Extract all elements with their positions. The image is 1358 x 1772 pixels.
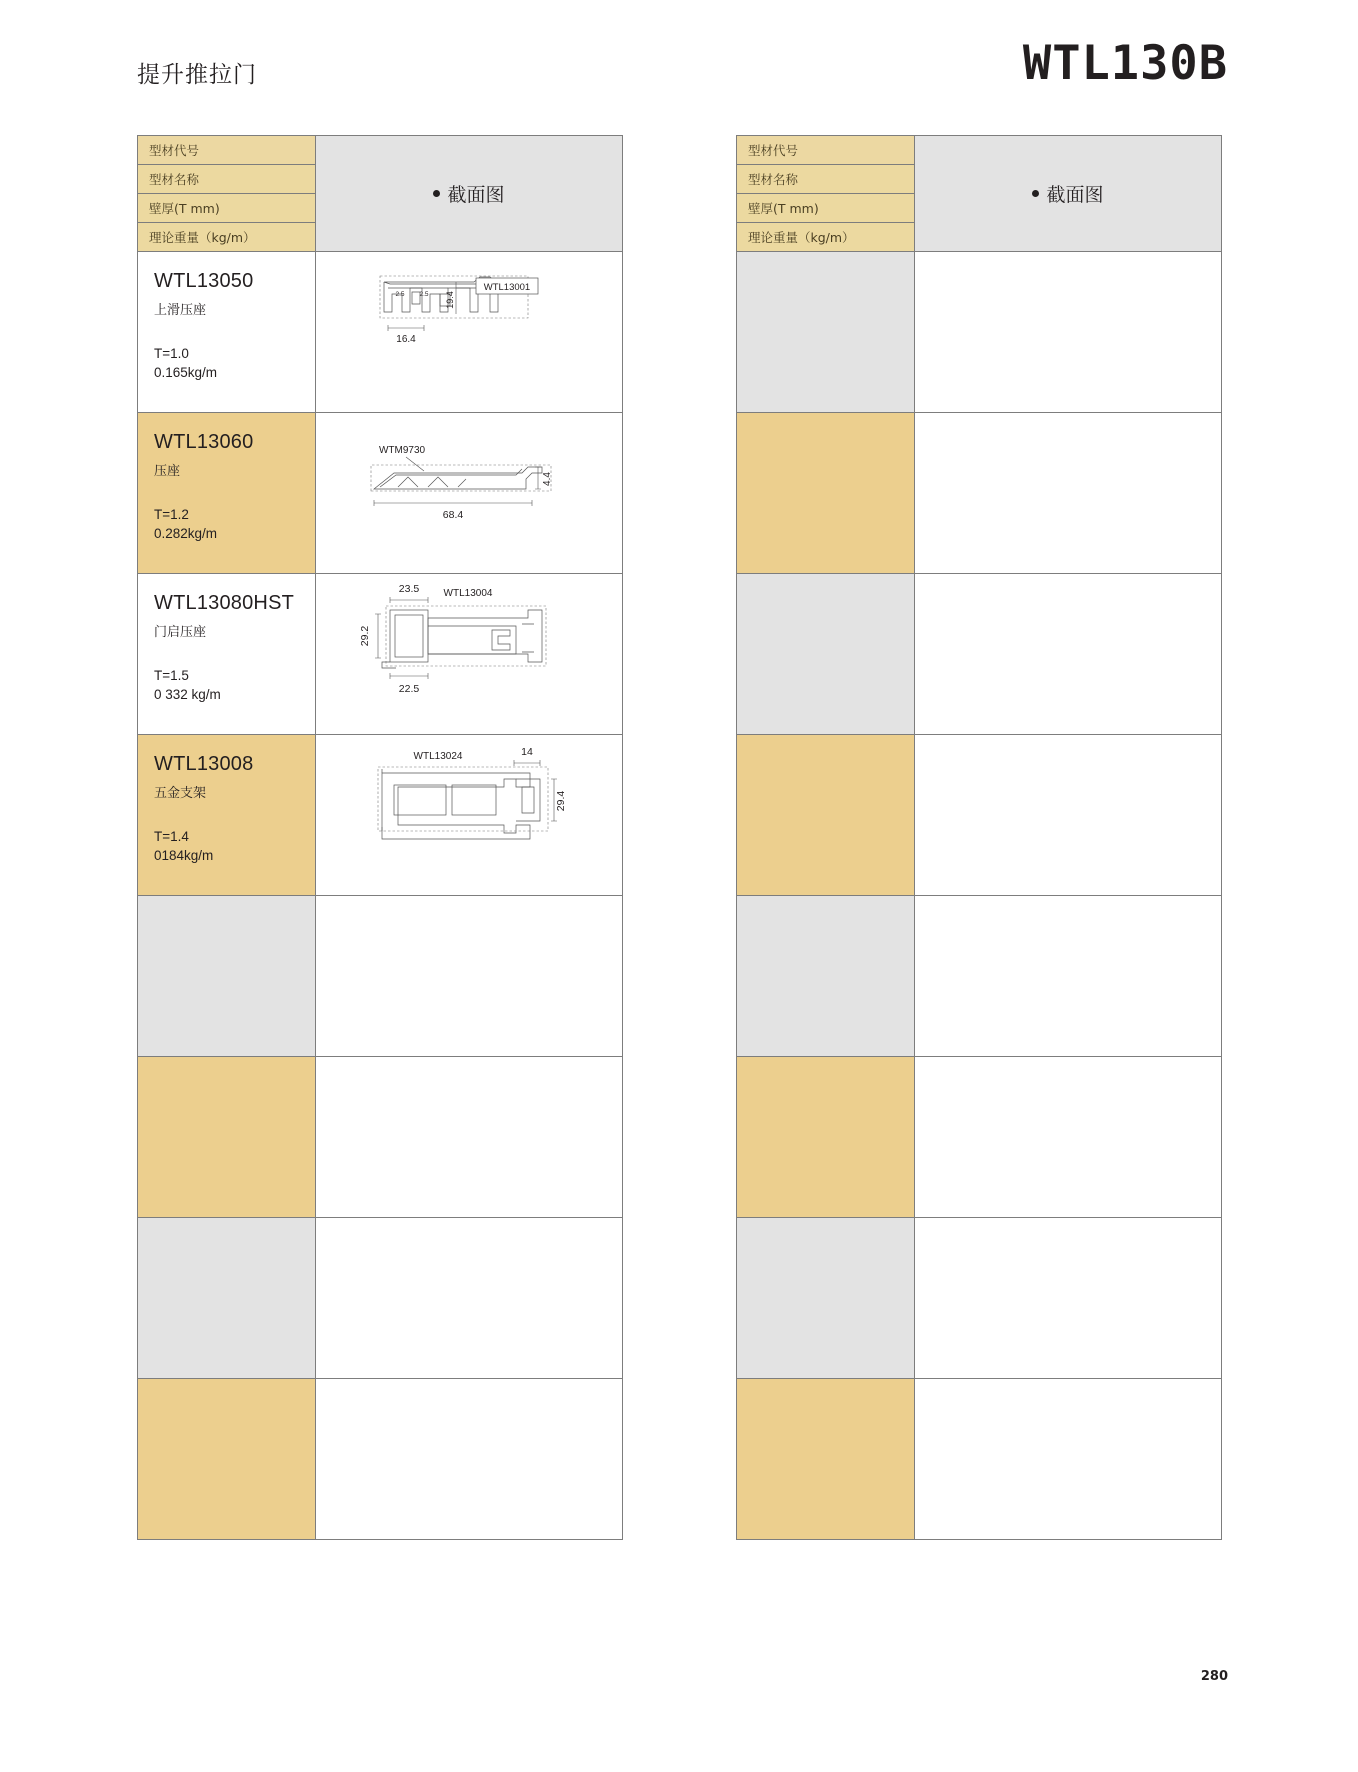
profile-drawing-cell: [915, 1057, 1222, 1218]
profile-thickness: T=1.2: [154, 507, 189, 522]
profile-info-cell: [138, 1057, 316, 1218]
header-cell-name: 型材名称: [737, 165, 915, 194]
table-row: [737, 252, 1222, 413]
profile-info-cell: [138, 1218, 316, 1379]
table-row: [138, 1057, 623, 1218]
table-row: [737, 1057, 1222, 1218]
profile-info-cell: [737, 735, 915, 896]
header-cell-code: 型材代号: [138, 136, 316, 165]
profile-drawing-cell: [316, 1057, 623, 1218]
drawing-dim: 2.5: [395, 291, 405, 298]
table-header-row: [737, 136, 1222, 165]
profile-drawing-cell: [915, 413, 1222, 574]
drawing-part-label: WTM9730: [378, 445, 426, 456]
profile-code: WTL13008: [154, 753, 254, 775]
profile-info-cell: [138, 574, 316, 735]
table-row: [138, 1218, 623, 1379]
header-cell-thickness: 壁厚(T mm): [737, 194, 915, 223]
cross-section-drawing: [316, 735, 622, 877]
page-header: [137, 36, 1228, 106]
cross-section-drawing: [316, 413, 622, 555]
header-cell-code: 型材代号: [737, 136, 915, 165]
profile-drawing-cell: [316, 896, 623, 1057]
profile-drawing-cell: [915, 252, 1222, 413]
header-drawing-label: 截面图: [447, 184, 505, 206]
profile-info-cell: [138, 735, 316, 896]
drawing-dim: 4.4: [542, 472, 553, 486]
profile-info-cell: [138, 1379, 316, 1540]
profile-drawing-cell: [915, 1218, 1222, 1379]
header-cell-drawing: [316, 136, 623, 252]
profile-weight: 0.282kg/m: [154, 526, 218, 541]
profile-drawing-cell: [915, 896, 1222, 1057]
profile-info-cell: [737, 252, 915, 413]
drawing-part-label: WTL13004: [443, 588, 493, 599]
table-row: [737, 413, 1222, 574]
table-row: [138, 252, 623, 413]
profile-info-cell: [138, 413, 316, 574]
profile-name: 压座: [154, 464, 181, 479]
profile-info-cell: [737, 574, 915, 735]
table-row: [737, 735, 1222, 896]
header-drawing-label: 截面图: [1046, 184, 1104, 206]
table-row: [138, 735, 623, 896]
header-cell-name: 型材名称: [138, 165, 316, 194]
profile-thickness: T=1.0: [154, 346, 189, 361]
cross-section-drawing: [316, 574, 622, 716]
table-row: [737, 896, 1222, 1057]
cross-section-drawing: [316, 252, 622, 394]
profile-info-cell: [737, 1057, 915, 1218]
profile-drawing-cell: [915, 574, 1222, 735]
profile-info-cell: [737, 1218, 915, 1379]
profile-name: 上滑压座: [154, 303, 207, 318]
profile-drawing-cell: [316, 252, 623, 413]
drawing-part-label: WTL13001: [483, 282, 531, 293]
header-cell-drawing: [915, 136, 1222, 252]
right-profile-table: [736, 135, 1222, 1540]
profile-thickness: T=1.4: [154, 829, 189, 844]
profile-info-cell: [737, 896, 915, 1057]
header-cell-thickness: 壁厚(T mm): [138, 194, 316, 223]
bullet-icon: [1032, 190, 1039, 197]
profile-info-cell: [138, 896, 316, 1057]
profile-info-cell: [737, 413, 915, 574]
profile-drawing-cell: [316, 413, 623, 574]
page-series-code: WTL130B: [1022, 36, 1228, 91]
profile-weight: 0.165kg/m: [154, 365, 218, 380]
profile-code: WTL13060: [154, 431, 254, 453]
drawing-dim: 16.4: [396, 334, 416, 345]
profile-info-cell: [737, 1379, 915, 1540]
drawing-dim: 19.4: [445, 291, 455, 309]
drawing-part-label: WTL13024: [413, 751, 463, 762]
table-row: [138, 574, 623, 735]
header-cell-weight: 理论重量（kg/m）: [737, 223, 915, 252]
profile-tables: [137, 135, 1222, 1540]
table-row: [737, 1218, 1222, 1379]
table-row: [138, 413, 623, 574]
drawing-dim: 23.5: [398, 583, 420, 595]
profile-weight: 0184kg/m: [154, 848, 214, 863]
profile-name: 五金支架: [154, 786, 207, 801]
profile-name: 门启压座: [154, 625, 207, 640]
page-title: 提升推拉门: [137, 62, 257, 88]
table-row: [138, 1379, 623, 1540]
profile-drawing-cell: [915, 735, 1222, 896]
table-header-row: [138, 136, 623, 165]
profile-drawing-cell: [316, 1218, 623, 1379]
profile-drawing-cell: [316, 735, 623, 896]
profile-info-cell: [138, 252, 316, 413]
left-profile-table: [137, 135, 623, 1540]
profile-code: WTL13080HST: [154, 592, 295, 614]
profile-weight: 0 332 kg/m: [154, 687, 221, 702]
profile-thickness: T=1.5: [154, 668, 189, 683]
drawing-dim: 2.5: [419, 291, 429, 298]
drawing-dim: 22.5: [398, 683, 420, 695]
profile-drawing-cell: [915, 1379, 1222, 1540]
profile-drawing-cell: [316, 574, 623, 735]
header-cell-weight: 理论重量（kg/m）: [138, 223, 316, 252]
drawing-dim: 29.4: [555, 790, 567, 812]
profile-code: WTL13050: [154, 270, 254, 292]
profile-drawing-cell: [316, 1379, 623, 1540]
bullet-icon: [433, 190, 440, 197]
table-row: [737, 574, 1222, 735]
drawing-dim: 29.2: [359, 625, 371, 647]
drawing-dim: 68.4: [442, 509, 464, 521]
page-number: 280: [1200, 1669, 1228, 1684]
table-row: [737, 1379, 1222, 1540]
drawing-dim: 14: [521, 746, 533, 758]
table-row: [138, 896, 623, 1057]
